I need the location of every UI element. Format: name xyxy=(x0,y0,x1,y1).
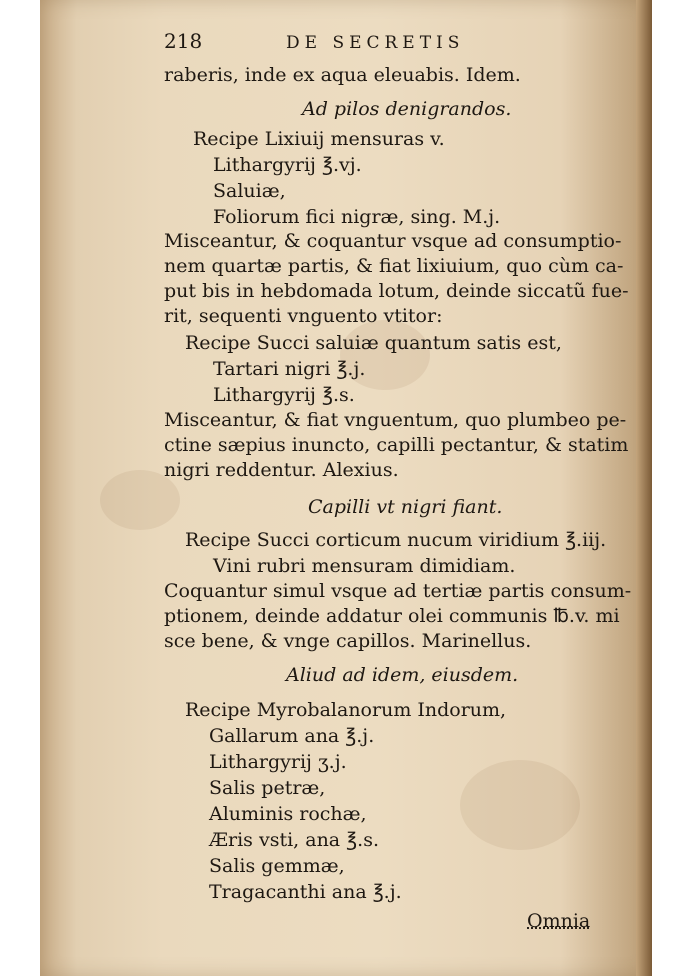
text-line: Recipe Lixiuij mensuras v. xyxy=(193,128,445,150)
text-line: Lithargyrij ℥.vj. xyxy=(213,154,362,176)
text-line: Salis gemmæ, xyxy=(209,855,345,877)
text-line: Aluminis rochæ, xyxy=(209,803,367,825)
text-line: nigri reddentur. Alexius. xyxy=(164,459,399,481)
running-title: DE SECRETIS xyxy=(286,33,465,53)
text-line: raberis, inde ex aqua eleuabis. Idem. xyxy=(164,64,521,86)
text-line: rit, sequenti vnguento vtitor: xyxy=(164,305,443,327)
text-line: Lithargyrij ʒ.j. xyxy=(209,751,347,773)
text-line: Recipe Myrobalanorum Indorum, xyxy=(185,699,507,721)
text-line: Tragacanthi ana ℥.j. xyxy=(209,881,402,903)
text-line: Saluiæ, xyxy=(213,180,286,202)
page-text xyxy=(40,0,652,976)
section-heading: Ad pilos denigrandos. xyxy=(302,98,512,120)
text-line: Misceantur, & fiat vnguentum, quo plumbeo pe- xyxy=(164,409,627,431)
text-line: Æris vsti, ana ℥.s. xyxy=(209,829,379,851)
text-line: Lithargyrij ℥.s. xyxy=(213,384,355,406)
section-heading: Capilli vt nigri fiant. xyxy=(308,496,503,518)
text-line: Vini rubri mensuram dimidiam. xyxy=(213,555,516,577)
text-line: ctine sæpius inuncto, capilli pectantur, & statim xyxy=(164,434,629,456)
text-line: Coquantur simul vsque ad tertiæ partis consum- xyxy=(164,580,632,602)
text-line: Salis petræ, xyxy=(209,777,326,799)
text-line: nem quartæ partis, & fiat lixiuium, quo cùm ca- xyxy=(164,255,624,277)
text-line: ptionem, deinde addatur olei communis ℔.v. mi xyxy=(164,605,620,627)
text-line: Tartari nigri ℥.j. xyxy=(213,358,366,380)
catchword: Omnia xyxy=(527,910,591,932)
text-line: Foliorum fici nigræ, sing. M.j. xyxy=(213,206,501,228)
text-line: Recipe Succi saluiæ quantum satis est, xyxy=(185,332,562,354)
text-line: put bis in hebdomada lotum, deinde siccatũ fue- xyxy=(164,280,629,302)
section-heading: Aliud ad idem, eiusdem. xyxy=(286,664,519,686)
text-line: Misceantur, & coquantur vsque ad consumptio- xyxy=(164,230,622,252)
text-line: Gallarum ana ℥.j. xyxy=(209,725,375,747)
text-line: sce bene, & vnge capillos. Marinellus. xyxy=(164,630,532,652)
text-line: Recipe Succi corticum nucum viridium ℥.iij. xyxy=(185,529,607,551)
page-number: 218 xyxy=(164,29,203,53)
